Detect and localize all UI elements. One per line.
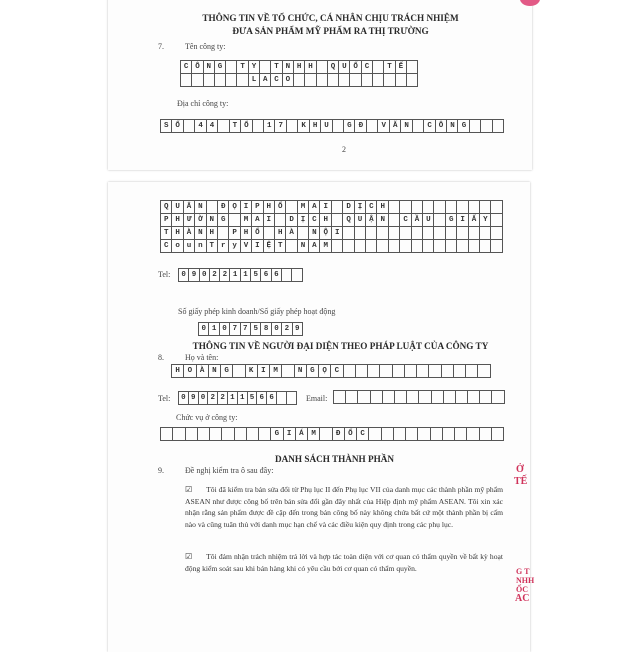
char-box-row-text: QUÂN ĐỌIPHỐ MAI DỊCH <box>163 203 506 211</box>
license-label: Số giấy phép kinh doanh/Số giấy phép hoạt động <box>178 307 336 316</box>
checkbox-checked-icon[interactable]: ☑ <box>185 485 193 494</box>
statement-1-text: Tôi đã kiểm tra bản sửa đổi từ Phụ lục II đến Phụ lục VII của danh mục các thành phần mỹ phẩm ASEAN như được công bố trên bản sửa đổi gần đây nhất của Hiệp định mỹ phẩm ASEAN. Tôi xin xác nhận rằng sản phẩm được đề cập đến trong bản công bố này không chứa bất cứ một thành phần bị cấm nào và cũng tuân thủ với danh mục hạn chế và các điều kiện quy định trong các phụ lục. <box>185 485 503 529</box>
item-number-8: 8. <box>158 353 164 362</box>
stamp-fragment: NHH <box>516 576 535 585</box>
representative-heading: THÔNG TIN VỀ NGƯỜI ĐẠI DIỆN THEO PHÁP LUẬT CỦA CÔNG TY <box>192 341 489 351</box>
page-number: 2 <box>342 145 346 154</box>
stamp-fragment: G T <box>516 567 530 576</box>
rep-tel-label: Tel: <box>158 394 171 403</box>
license-number-boxes[interactable] <box>198 322 306 336</box>
company-address-boxes[interactable] <box>160 119 508 133</box>
rep-tel-boxes[interactable] <box>178 391 297 405</box>
char-box-row-text: THÀNH PHỐ HÀ NỘI <box>163 229 506 237</box>
char-box-row-text: HOÀNG KIM NGỌC <box>175 367 494 375</box>
statement-2 <box>185 551 503 574</box>
char-box-row-text: GIÁM ĐỐC <box>164 430 508 438</box>
item-number-7: 7. <box>158 42 164 51</box>
ingredients-heading: DANH SÁCH THÀNH PHẦN <box>274 454 395 464</box>
char-box-row-text: CÔNG TY TNHH QUỐC TẾ <box>183 63 422 71</box>
full-name-label: Họ và tên: <box>185 353 219 362</box>
char-box-row-text: PHƯỜNG MAI DỊCH QUẬN CẦU GIẤY <box>163 216 506 224</box>
stamp-fragment: ỐC <box>516 585 528 594</box>
char-box-row-text: CounTryVIỆT NAM <box>163 242 506 250</box>
statement-2-text: Tôi đảm nhận trách nhiệm trả lời và hợp tác toàn diện với cơ quan có thẩm quyền về bất kỳ hoạt động kiểm soát sau khi bán hàng khi có yêu cầu bởi cơ quan có thẩm quyền. <box>185 552 503 573</box>
item-number-9: 9. <box>158 466 164 475</box>
char-box-row-text <box>334 391 508 403</box>
statement-1 <box>185 484 503 530</box>
stamp-fragment: TẾ <box>514 476 528 487</box>
company-name-label: Tên công ty: <box>185 42 226 51</box>
stamp-fragment: AC <box>515 593 530 604</box>
company-address-label: Địa chỉ công ty: <box>177 99 229 108</box>
stamp-fragment: Ở <box>516 464 524 475</box>
page1-title-line2: ĐƯA SẢN PHẨM MỸ PHẨM RA THỊ TRƯỜNG <box>232 26 429 36</box>
full-name-boxes[interactable] <box>171 364 494 378</box>
checkbox-checked-icon[interactable]: ☑ <box>185 552 193 561</box>
position-label: Chức vụ ở công ty: <box>176 413 238 422</box>
page1-title-line1: THÔNG TIN VỀ TỔ CHỨC, CÁ NHÂN CHỊU TRÁCH NHIỆM <box>202 13 459 23</box>
char-box-row-text: 0902211566 <box>181 271 305 279</box>
check-instruction: Đề nghị kiểm tra ô sau đây: <box>185 466 274 475</box>
email-boxes[interactable] <box>333 390 505 404</box>
position-boxes[interactable] <box>160 427 508 441</box>
tel-label: Tel: <box>158 270 171 279</box>
char-box-row-text: 0107758029 <box>201 325 306 333</box>
company-name-boxes[interactable] <box>180 60 422 87</box>
char-box-row-text: 0902211566 <box>181 394 299 402</box>
char-box-row-text: SỐ 44 TỔ 17 KHU GĐ VĂN CÔNG <box>163 122 508 130</box>
char-box-row-text: LACO <box>183 76 422 84</box>
address-continued-boxes[interactable] <box>160 200 506 253</box>
company-tel-boxes[interactable] <box>178 268 303 282</box>
email-label: Email: <box>306 394 328 403</box>
